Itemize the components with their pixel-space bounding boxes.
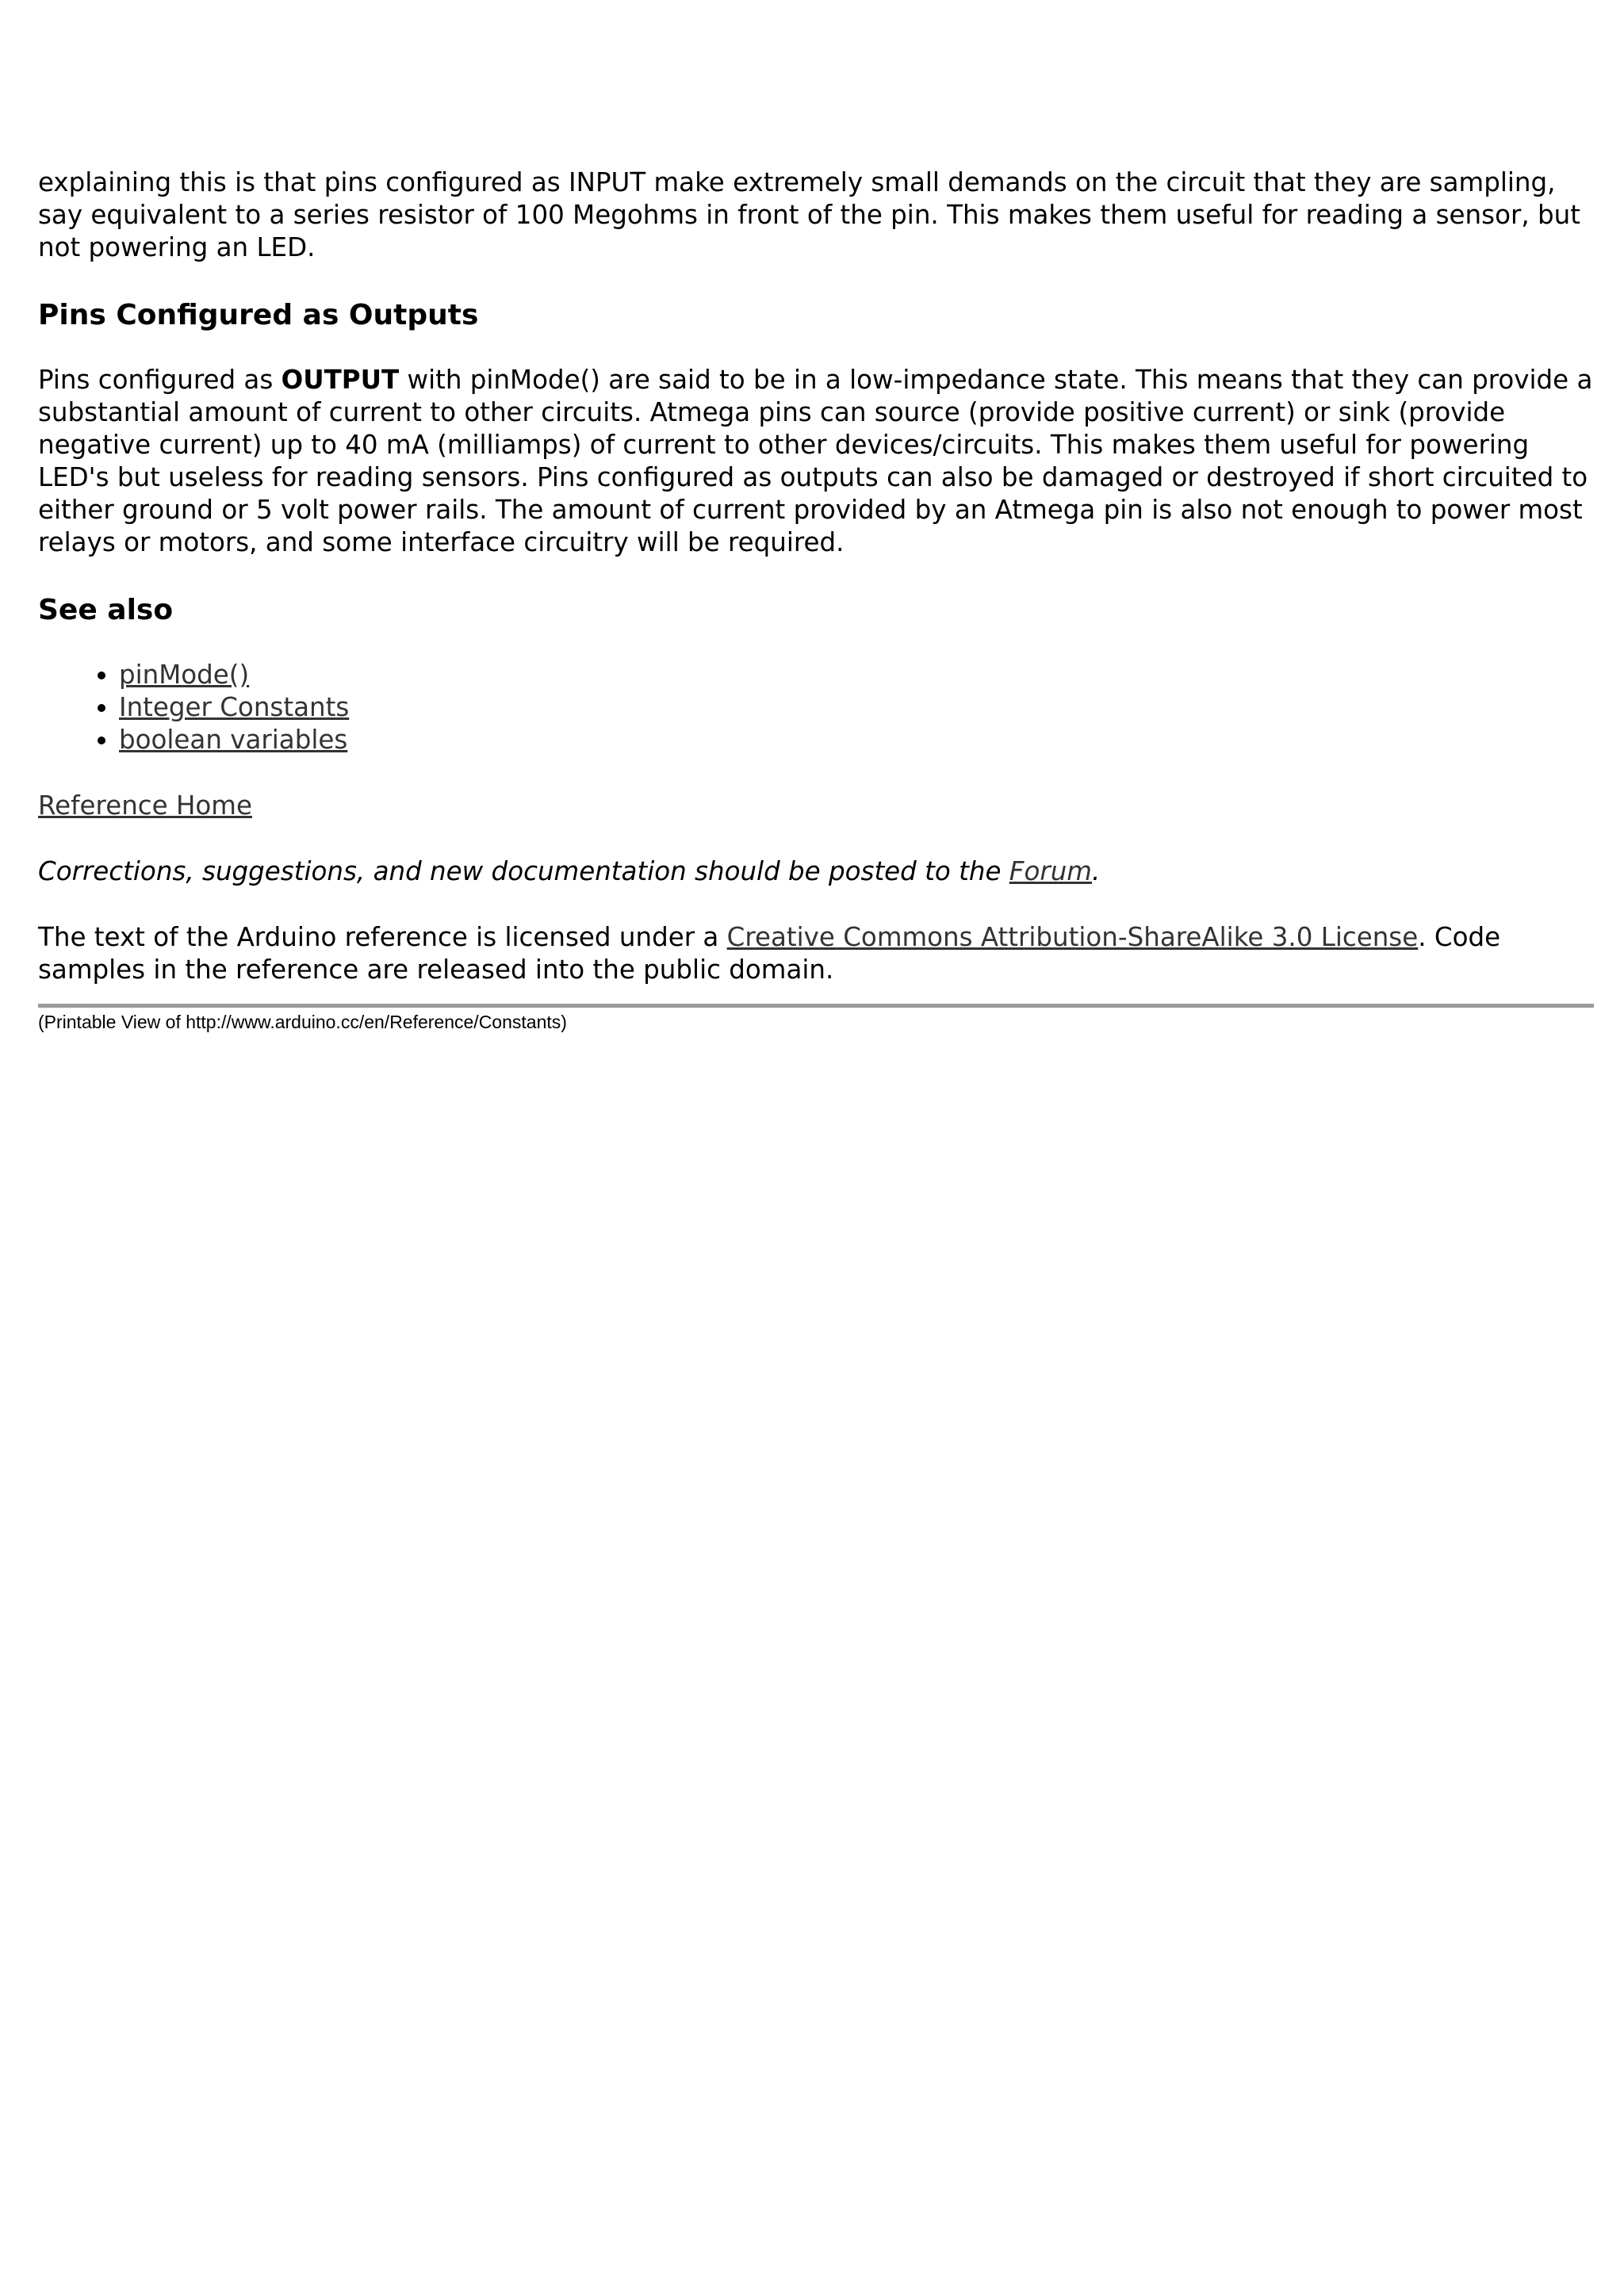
intro-paragraph: explaining this is that pins configured as INPUT make extremely small demands on the circuit that they are sampling, say equivalent to a series resistor of 100 Megohms in front of the pin. This makes them useful for reading a sensor, but not powering an LED. bbox=[38, 167, 1580, 262]
list-item bbox=[119, 691, 1594, 724]
outputs-heading: Pins Configured as Outputs bbox=[38, 299, 479, 331]
reference-home-paragraph bbox=[38, 790, 1594, 822]
license-text-after: . Code samples in the reference are released into the public domain. bbox=[38, 922, 1501, 985]
list-item bbox=[119, 659, 1594, 691]
license-paragraph bbox=[38, 921, 1594, 986]
license-link[interactable]: Creative Commons Attribution-ShareAlike 3.0 License bbox=[726, 922, 1419, 952]
corrections-paragraph bbox=[38, 855, 1594, 888]
output-keyword: OUTPUT bbox=[281, 365, 400, 395]
outputs-text-after: with pinMode() are said to be in a low-impedance state. This means that they can provide a substantial amount of current to other circuits. Atmega pins can source (provide positive current) or sink (provide negative current) up to 40 mA (milliamps) of current to other devices/circuits. This makes them useful for powering LED's but useless for reading sensors. Pins configured as outputs can also be damaged or destroyed if short circuited to either ground or 5 volt power rails. The amount of current provided by an Atmega pin is also not enough to power most relays or motors, and some interface circuitry will be required. bbox=[38, 365, 1593, 557]
license-text-before: The text of the Arduino reference is licensed under a bbox=[38, 922, 727, 952]
pinmode-link[interactable]: pinMode() bbox=[119, 660, 250, 690]
integer-constants-link[interactable]: Integer Constants bbox=[119, 692, 350, 722]
boolean-variables-link[interactable]: boolean variables bbox=[119, 725, 348, 755]
reference-home-link[interactable]: Reference Home bbox=[38, 790, 252, 821]
see-also-list bbox=[38, 659, 1594, 756]
forum-link[interactable]: Forum bbox=[1009, 856, 1092, 886]
list-item bbox=[119, 724, 1594, 756]
printable-view-footer: (Printable View of http://www.arduino.cc/en/Reference/Constants) bbox=[38, 1012, 567, 1032]
see-also-heading: See also bbox=[38, 594, 174, 626]
footer-divider bbox=[38, 1004, 1594, 1008]
outputs-paragraph bbox=[38, 364, 1594, 559]
outputs-text-before: Pins configured as bbox=[38, 365, 282, 395]
corrections-end: . bbox=[1091, 856, 1101, 886]
corrections-text: Corrections, suggestions, and new documentation should be posted to the bbox=[38, 856, 1009, 886]
document-page bbox=[38, 166, 1594, 1033]
